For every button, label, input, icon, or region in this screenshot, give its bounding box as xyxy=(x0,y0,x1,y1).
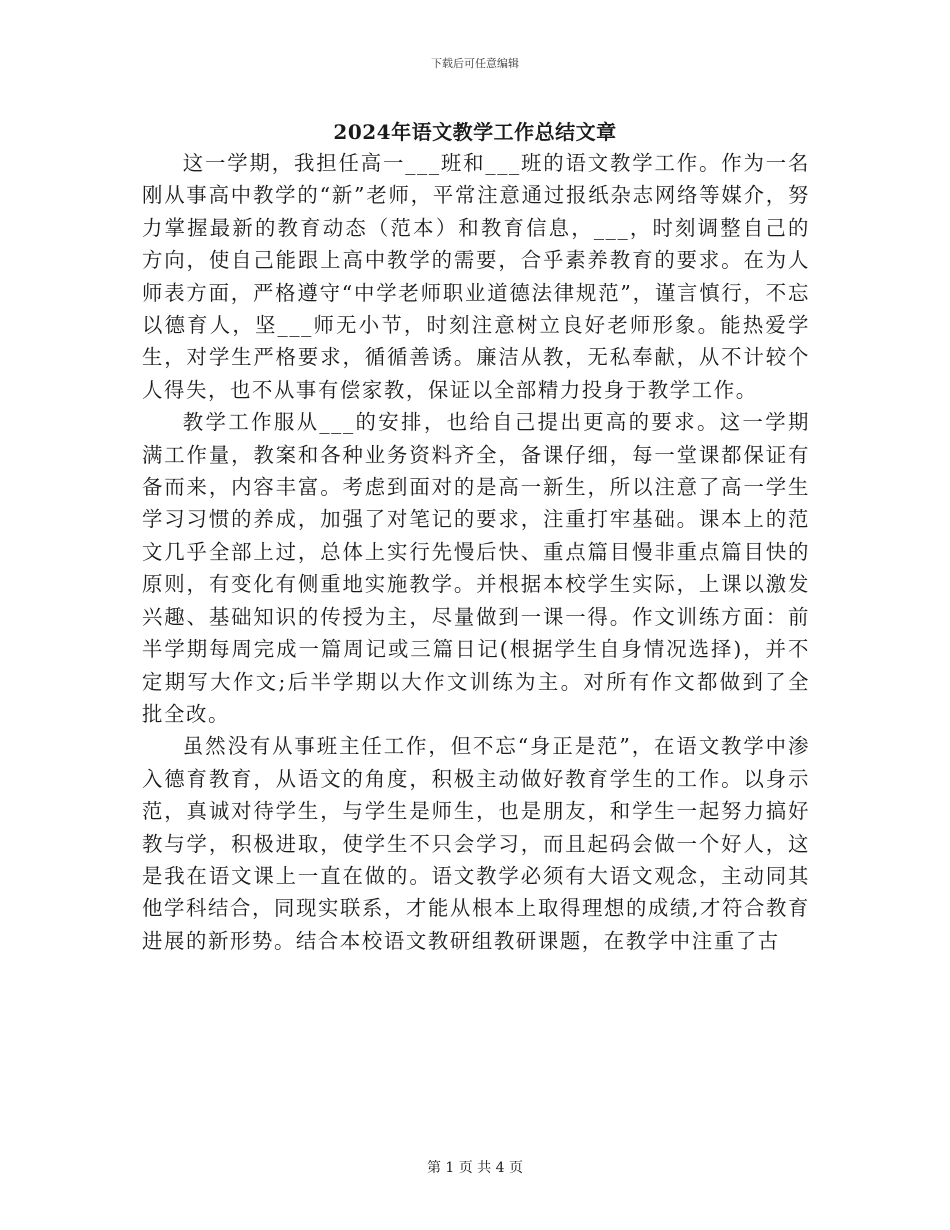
header-note: 下载后可任意编辑 xyxy=(431,57,519,70)
document-title: 2024年语文教学工作总结文章 xyxy=(333,120,617,144)
paragraph: 这一学期，我担任高一___班和___班的语文教学工作。作为一名刚从事高中教学的“新”老师，平常注意通过报纸杂志网络等媒介，努力掌握最新的教育动态（范本）和教育信息，___，时刻调整自己的方向，使自己能跟上高中教学的需要，合乎素养教育的要求。在为人师表方面，严格遵守“中学老师职业道德法律规范”，谨言慎行，不忘以德育人，坚___师无小节，时刻注意树立良好老师形象。能热爱学生，对学生严格要求，循循善诱。廉洁从教，无私奉献，从不计较个人得失，也不从事有偿家教，保证以全部精力投身于教学工作。 xyxy=(142,151,810,402)
page-number: 第 1 页 共 4 页 xyxy=(426,1160,524,1176)
document-body xyxy=(142,147,810,957)
paragraph: 虽然没有从事班主任工作，但不忘“身正是范”，在语文教学中渗入德育教育，从语文的角度，积极主动做好教育学生的工作。以身示范，真诚对待学生，与学生是师生，也是朋友，和学生一起努力搞好教与学，积极进取，使学生不只会学习，而且起码会做一个好人，这是我在语文课上一直在做的。语文教学必须有大语文观念，主动同其他学科结合，同现实联系，才能从根本上取得理想的成绩,才符合教育进展的新形势。结合本校语文教研组教研课题，在教学中注重了古 xyxy=(142,734,810,953)
paragraph: 教学工作服从___的安排，也给自己提出更高的要求。这一学期满工作量，教案和各种业务资料齐全，备课仔细，每一堂课都保证有备而来，内容丰富。考虑到面对的是高一新生，所以注意了高一学生学习习惯的养成，加强了对笔记的要求，注重打牢基础。课本上的范文几乎全部上过，总体上实行先慢后快、重点篇目慢非重点篇目快的原则，有变化有侧重地实施教学。并根据本校学生实际，上课以激发兴趣、基础知识的传授为主，尽量做到一课一得。作文训练方面：前半学期每周完成一篇周记或三篇日记(根据学生自身情况选择)，并不定期写大作文;后半学期以大作文训练为主。对所有作文都做到了全批全改。 xyxy=(142,410,810,726)
